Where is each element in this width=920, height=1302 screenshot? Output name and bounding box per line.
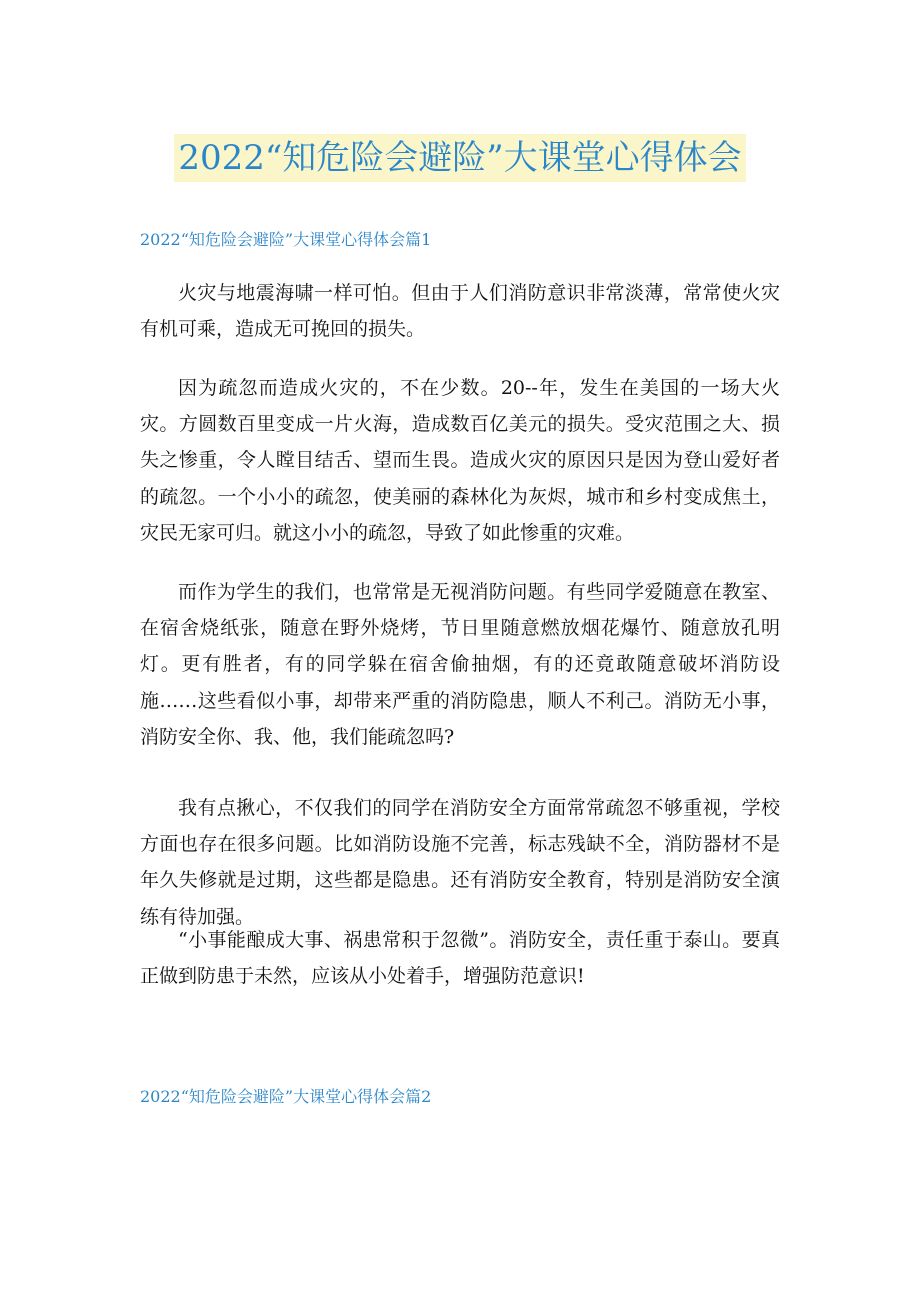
document-title-text: 2022“知危险会避险”大课堂心得体会	[174, 134, 745, 182]
document-title	[0, 134, 920, 182]
paragraph-2: 因为疏忽而造成火灾的，不在少数。20--年，发生在美国的一场大火灾。方圆数百里变成一片火海，造成数百亿美元的损失。受灾范围之大、损失之惨重，令人瞠目结舌、望而生畏。造成火灾的原因只是因为登山爱好者的疏忽。一个小小的疏忽，使美丽的森林化为灰烬，城市和乡村变成焦土，灾民无家可归。就这小小的疏忽，导致了如此惨重的灾难。	[140, 377, 780, 544]
paragraph-4: 我有点揪心，不仅我们的同学在消防安全方面常常疏忽不够重视，学校方面也存在很多问题。比如消防设施不完善，标志残缺不全，消防器材不是年久失修就是过期，这些都是隐患。还有消防安全教育，特别是消防安全演练有待加强。	[140, 797, 780, 928]
paragraph-5: “小事能酿成大事、祸患常积于忽微”。消防安全，责任重于泰山。要真正做到防患于未然，应该从小处着手，增强防范意识!	[140, 929, 780, 988]
section-heading-2: 2022“知危险会避险”大课堂心得体会篇2	[140, 1087, 432, 1106]
section-heading-1: 2022“知危险会避险”大课堂心得体会篇1	[140, 230, 432, 249]
paragraph-3: 而作为学生的我们，也常常是无视消防问题。有些同学爱随意在教室、在宿舍烧纸张，随意在野外烧烤，节日里随意燃放烟花爆竹、随意放孔明灯。更有胜者，有的同学躲在宿舍偷抽烟，有的还竟敢随意破坏消防设施……这些看似小事，却带来严重的消防隐患，顺人不利己。消防无小事，消防安全你、我、他，我们能疏忽吗?	[140, 581, 780, 748]
paragraph-1: 火灾与地震海啸一样可怕。但由于人们消防意识非常淡薄，常常使火灾有机可乘，造成无可挽回的损失。	[140, 282, 780, 341]
